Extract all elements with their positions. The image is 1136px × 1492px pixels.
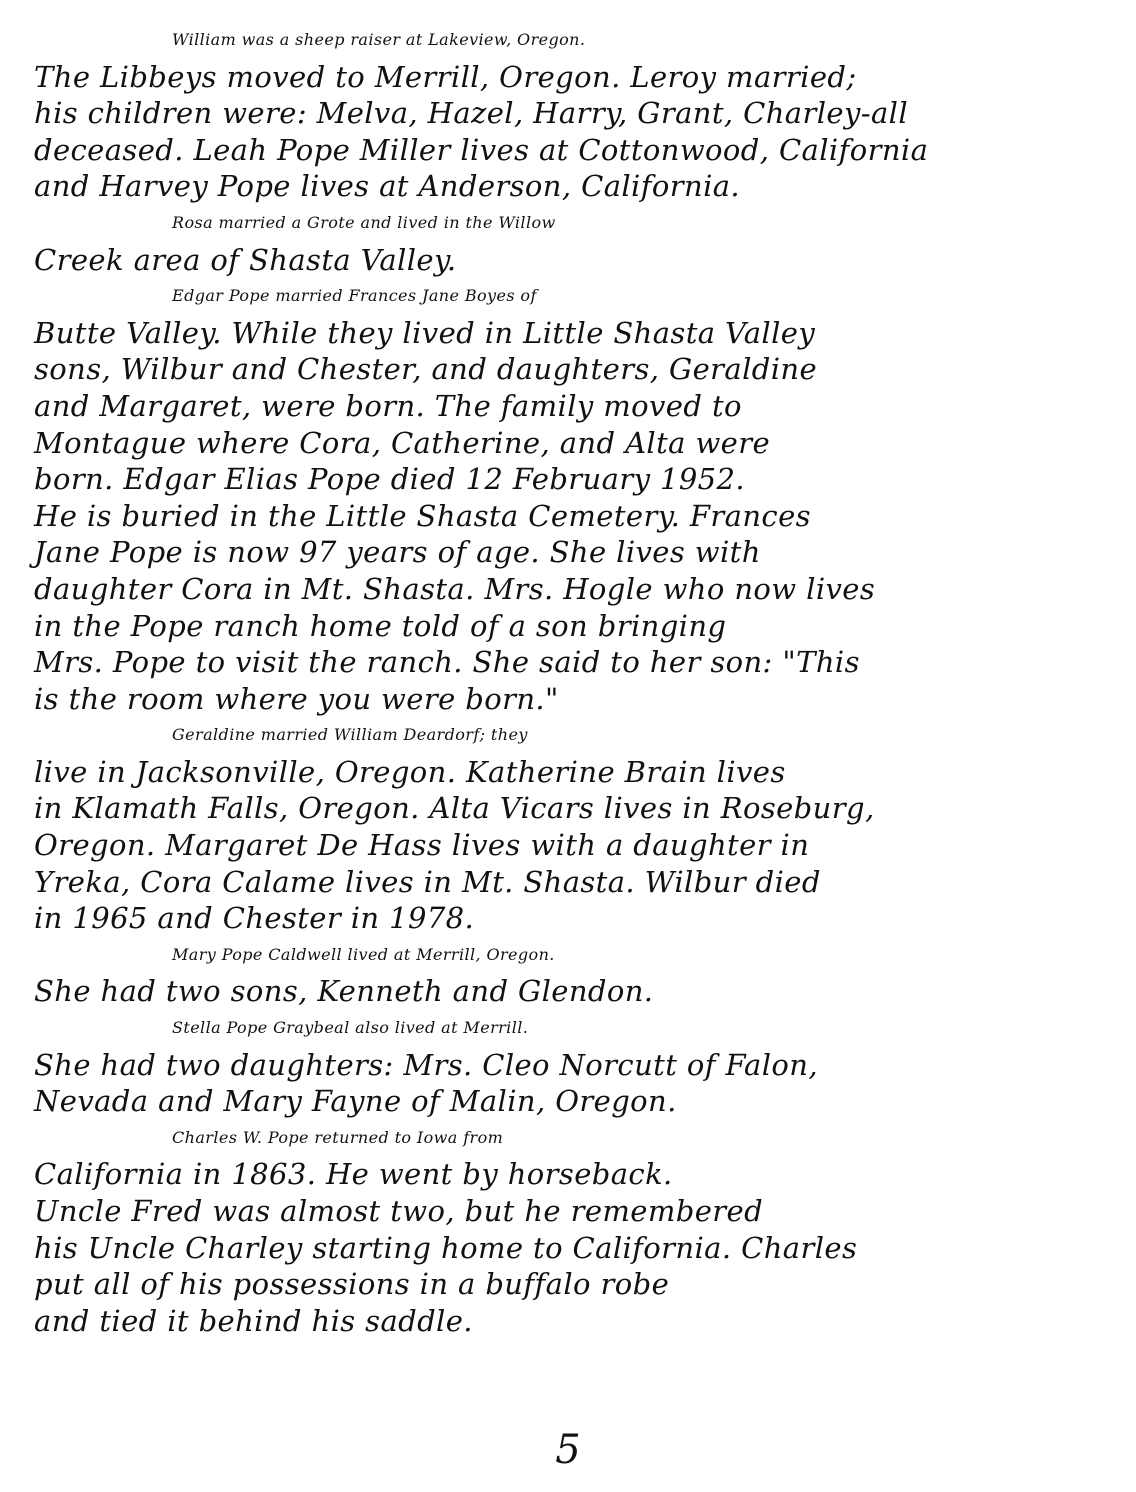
text-line: She had two sons, Kenneth and Glendon. bbox=[34, 974, 654, 1009]
text-line: in the Pope ranch home told of a son bringing bbox=[34, 608, 727, 643]
handwritten-text-block bbox=[34, 22, 1109, 1339]
text-line: Montague where Cora, Catherine, and Alta were bbox=[34, 425, 771, 460]
text-line: California in 1863. He went by horseback. bbox=[34, 1157, 673, 1192]
text-line: William was a sheep raiser at Lakeview, Oregon. bbox=[172, 30, 586, 49]
text-line: Butte Valley. While they lived in Little Shasta Valley bbox=[34, 315, 816, 350]
text-line: in 1965 and Chester in 1978. bbox=[34, 901, 475, 936]
text-line: put all of his possessions in a buffalo robe bbox=[34, 1267, 670, 1302]
text-line: Yreka, Cora Calame lives in Mt. Shasta. Wilbur died bbox=[34, 864, 821, 899]
page-number: 5 bbox=[555, 1427, 581, 1473]
text-line: his children were: Melva, Hazel, Harry, Grant, Charley-all bbox=[34, 96, 909, 131]
text-line: The Libbeys moved to Merrill, Oregon. Leroy married; bbox=[34, 59, 857, 94]
text-line: live in Jacksonville, Oregon. Katherine Brain lives bbox=[34, 754, 786, 789]
text-line: Rosa married a Grote and lived in the Willow bbox=[172, 212, 556, 232]
text-line: Jane Pope is now 97 years of age. She lives with bbox=[34, 535, 761, 570]
text-line: and Harvey Pope lives at Anderson, California. bbox=[34, 169, 741, 204]
text-line: Edgar Pope married Frances Jane Boyes of bbox=[172, 286, 537, 306]
text-line: Oregon. Margaret De Hass lives with a daughter in bbox=[34, 828, 810, 863]
text-line: Mrs. Pope to visit the ranch. She said to her son: "This bbox=[34, 645, 860, 680]
text-line: born. Edgar Elias Pope died 12 February 1952. bbox=[34, 462, 745, 497]
text-line: Mary Pope Caldwell lived at Merrill, Oregon. bbox=[172, 944, 555, 964]
text-line: sons, Wilbur and Chester, and daughters, Geraldine bbox=[34, 352, 818, 387]
text-line: Creek area of Shasta Valley. bbox=[34, 242, 457, 277]
text-line: Uncle Fred was almost two, but he remembered bbox=[34, 1194, 764, 1228]
text-line: is the room where you were born." bbox=[34, 681, 559, 716]
text-line: Charles W. Pope returned to Iowa from bbox=[172, 1127, 504, 1147]
text-line: Geraldine married William Deardorf; they bbox=[172, 725, 528, 745]
text-line: She had two daughters: Mrs. Cleo Norcutt of Falon, bbox=[34, 1047, 818, 1082]
text-line: He is buried in the Little Shasta Cemetery. Frances bbox=[34, 498, 811, 533]
text-line: deceased. Leah Pope Miller lives at Cottonwood, California bbox=[34, 132, 929, 167]
text-line: in Klamath Falls, Oregon. Alta Vicars lives in Roseburg, bbox=[34, 791, 875, 826]
text-line: and tied it behind his saddle. bbox=[34, 1303, 473, 1338]
text-line: Nevada and Mary Fayne of Malin, Oregon. bbox=[34, 1084, 677, 1119]
text-line: Stella Pope Graybeal also lived at Merrill. bbox=[172, 1018, 529, 1038]
text-line: and Margaret, were born. The family moved to bbox=[34, 388, 742, 423]
text-line: his Uncle Charley starting home to California. Charles bbox=[34, 1230, 858, 1265]
text-line: daughter Cora in Mt. Shasta. Mrs. Hogle who now lives bbox=[34, 571, 876, 606]
